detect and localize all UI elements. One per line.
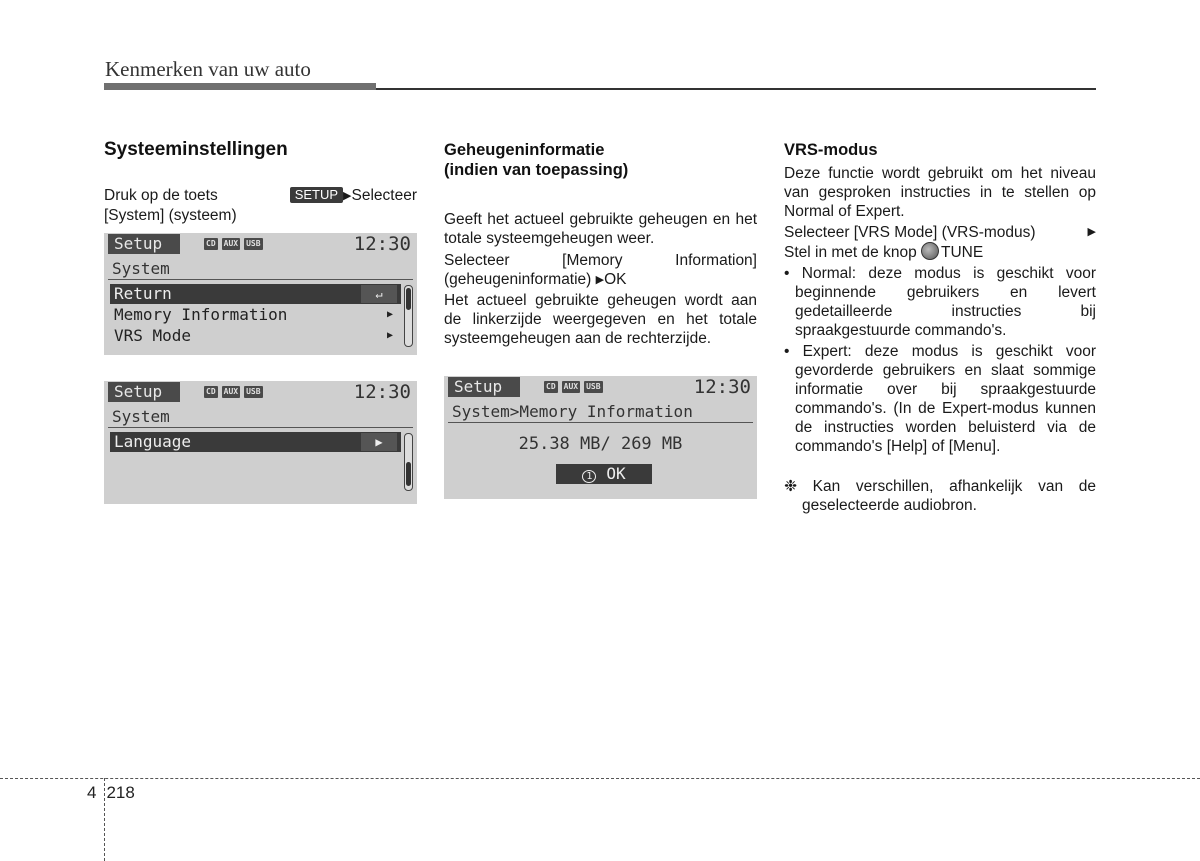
paragraph-memory-2 <box>444 251 757 290</box>
lcd-clock: 12:30 <box>353 381 411 403</box>
lcd-menu-label: Memory Information <box>114 305 288 324</box>
paragraph-vrs-2 <box>784 223 1096 262</box>
usb-badge-icon: USB <box>246 387 261 396</box>
heading-line-1: Geheugeninformatie <box>444 141 605 159</box>
ok-label: OK <box>606 464 626 483</box>
page-number-value: 218 <box>106 783 135 802</box>
paragraph-intro <box>104 186 417 225</box>
lcd-tab-setup: Setup <box>448 377 520 397</box>
bullet-normal: • Normal: deze modus is geschikt voor beginnende gebruikers en levert gedetailleerde instructies bij spraakgestuurde commando's. <box>784 265 1096 339</box>
section-heading-system-settings: Systeeminstellingen <box>104 139 288 160</box>
chevron-right-icon: ▶ <box>386 330 393 341</box>
aux-badge-icon: AUX <box>223 239 239 248</box>
cd-badge-icon: CD <box>546 382 556 391</box>
lcd-scrollbar[interactable] <box>404 433 413 491</box>
memory-ok-text: OK <box>604 271 627 288</box>
chevron-right-icon: ▶ <box>386 309 393 320</box>
paragraph-vrs-1: Deze functie wordt gebruikt om het niveau van gesproken instructies in te stellen op Normal of Expert. <box>784 165 1096 220</box>
lcd-scrollbar[interactable] <box>404 285 413 347</box>
lcd-menu-item-return[interactable] <box>110 284 401 304</box>
paragraph-memory-1: Geeft het actueel gebruikte geheugen en het totale systeemgeheugen weer. <box>444 211 757 247</box>
paragraph-memory-3: Het actueel gebruikte geheugen wordt aan de linkerzijde weergegeven en het totale systeemgeheugen aan de rechterzijde. <box>444 292 757 347</box>
footer-dashed-rule <box>0 778 1200 779</box>
lcd-screen-system-menu <box>104 233 417 355</box>
lcd-clock: 12:30 <box>693 376 751 398</box>
arrow-right-icon: ▶ <box>1087 226 1096 238</box>
lcd-screen-memory-information <box>444 376 757 499</box>
lcd-clock: 12:30 <box>353 233 411 255</box>
chevron-right-icon: ▶ <box>361 433 397 451</box>
lcd-menu-item-vrs-mode[interactable] <box>110 326 401 346</box>
lcd-menu-label: Return <box>114 284 172 303</box>
header-rule-thick <box>104 83 376 90</box>
lcd-divider <box>108 279 413 280</box>
header-rule-thin <box>376 88 1096 90</box>
aux-badge-icon: AUX <box>563 382 579 391</box>
lcd-menu-item-language[interactable] <box>110 432 401 452</box>
section-heading-vrs-mode: VRS-modus <box>784 141 878 159</box>
lcd-title: System <box>112 259 170 278</box>
lcd-title: System <box>112 407 170 426</box>
setup-key-icon: SETUP <box>290 187 343 203</box>
bullet-expert: • Expert: deze modus is geschikt voor gevorderde gebruikers en slaat sommige informatie over bij spraakgestuurde commando's. (In de Expert-modus kunnen de instructies worden beluisterd via de commando's [Help] of [Menu]. <box>784 343 1096 455</box>
lcd-menu-item-memory-information[interactable] <box>110 305 401 325</box>
return-icon: ↵ <box>361 285 397 303</box>
lcd-screen-language-menu <box>104 381 417 504</box>
chapter-number: 4 <box>87 783 97 802</box>
usb-badge-icon: USB <box>246 239 261 248</box>
arrow-right-icon: ▶ <box>343 190 352 202</box>
intro-text-c: [System] (systeem) <box>104 207 237 224</box>
lcd-title: System>Memory Information <box>452 402 693 421</box>
running-header: Kenmerken van uw auto <box>105 57 311 81</box>
page-number <box>87 783 135 803</box>
lcd-menu-label: Language <box>114 432 192 451</box>
memory-usage-value: 25.38 MB/ 269 MB <box>518 434 683 454</box>
intro-text-a: Druk op de toets <box>104 187 218 204</box>
lcd-divider <box>108 427 413 428</box>
tune-knob-icon <box>921 242 939 260</box>
tune-label: TUNE <box>941 244 984 261</box>
note-audio-source: ❉ Kan verschillen, afhankelijk van de geselecteerde audiobron. <box>784 478 1096 514</box>
memory-select-text: Selecteer [Memory Information] (geheugeninformatie) <box>444 252 757 288</box>
vrs-select-text: Selecteer [VRS Mode] (VRS-modus) <box>784 224 1036 241</box>
ok-button[interactable] <box>556 464 652 484</box>
aux-badge-icon: AUX <box>223 387 239 396</box>
usb-badge-icon: USB <box>586 382 601 391</box>
lcd-divider <box>448 422 753 423</box>
section-heading-memory-info <box>444 140 628 180</box>
arrow-right-icon: ▶ <box>595 274 605 286</box>
vrs-set-text: Stel in met de knop <box>784 244 917 261</box>
lcd-tab-setup: Setup <box>108 382 180 402</box>
intro-text-b: Selecteer <box>351 187 417 204</box>
cd-badge-icon: CD <box>206 387 216 396</box>
cd-badge-icon: CD <box>206 239 216 248</box>
preset-1-icon: 1 <box>582 470 596 483</box>
lcd-menu-label: VRS Mode <box>114 326 192 345</box>
heading-line-2: (indien van toepassing) <box>444 161 629 179</box>
lcd-tab-setup: Setup <box>108 234 180 254</box>
